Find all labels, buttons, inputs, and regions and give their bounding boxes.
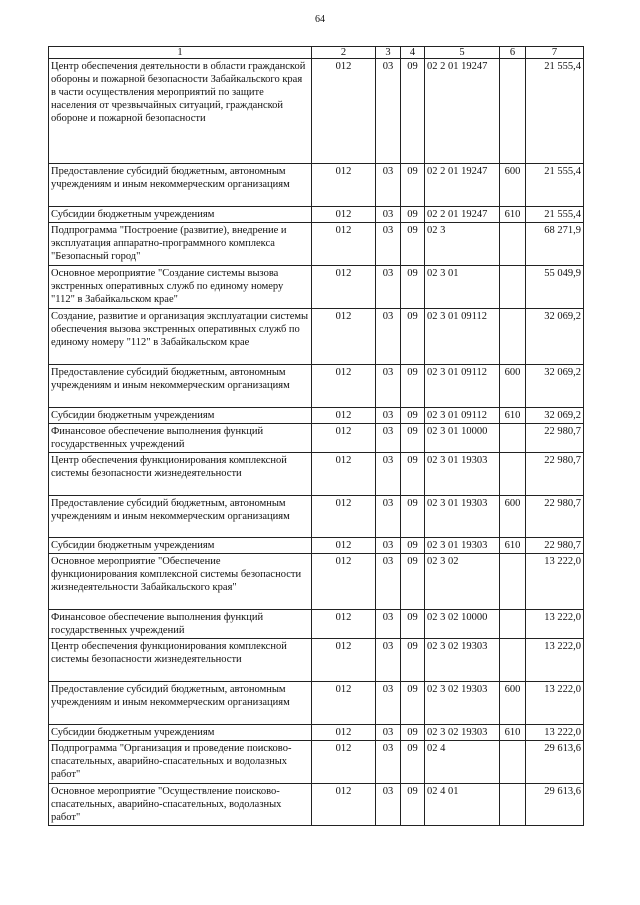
row-grbs-cell: 012 bbox=[312, 554, 376, 610]
row-grbs-cell: 012 bbox=[312, 266, 376, 309]
row-sum-cell: 29 613,6 bbox=[526, 741, 584, 784]
budget-table bbox=[48, 46, 584, 826]
row-name-cell: Финансовое обеспечение выполнения функций государственных учреждений bbox=[49, 610, 312, 639]
row-name-cell: Субсидии бюджетным учреждениям bbox=[49, 538, 312, 554]
row-grbs-cell: 012 bbox=[312, 453, 376, 496]
row-grbs-cell: 012 bbox=[312, 496, 376, 538]
row-name-cell: Предоставление субсидий бюджетным, автономным учреждениям и иным некоммерческим организациям bbox=[49, 496, 312, 538]
row-sum-cell: 21 555,4 bbox=[526, 164, 584, 207]
row-target-article-cell: 02 3 02 10000 bbox=[425, 610, 500, 639]
row-grbs-cell: 012 bbox=[312, 538, 376, 554]
row-section-cell: 03 bbox=[376, 741, 401, 784]
row-grbs-cell: 012 bbox=[312, 408, 376, 424]
row-sum-cell: 21 555,4 bbox=[526, 207, 584, 223]
row-subsection-cell: 09 bbox=[401, 207, 425, 223]
row-expense-type-cell: 610 bbox=[500, 725, 526, 741]
row-name-cell: Субсидии бюджетным учреждениям bbox=[49, 207, 312, 223]
row-name-cell: Предоставление субсидий бюджетным, автономным учреждениям и иным некоммерческим организациям bbox=[49, 365, 312, 408]
row-name-cell: Центр обеспечения деятельности в области гражданской обороны и пожарной безопасности Забайкальского края в части осуществления мероприятий по защите населения от чрезвычайных ситуаций, гражданской обороне и пожарной безопасности bbox=[49, 59, 312, 164]
row-name-cell: Субсидии бюджетным учреждениям bbox=[49, 408, 312, 424]
row-grbs-cell: 012 bbox=[312, 610, 376, 639]
row-target-article-cell: 02 3 01 09112 bbox=[425, 365, 500, 408]
row-expense-type-cell: 600 bbox=[500, 682, 526, 725]
table-row bbox=[49, 554, 584, 610]
table-row bbox=[49, 424, 584, 453]
column-header: 1 bbox=[49, 47, 312, 59]
row-section-cell: 03 bbox=[376, 59, 401, 164]
row-sum-cell: 22 980,7 bbox=[526, 453, 584, 496]
row-subsection-cell: 09 bbox=[401, 164, 425, 207]
table-row bbox=[49, 538, 584, 554]
table-row bbox=[49, 309, 584, 365]
row-subsection-cell: 09 bbox=[401, 59, 425, 164]
row-sum-cell: 29 613,6 bbox=[526, 784, 584, 826]
row-name-cell: Предоставление субсидий бюджетным, автономным учреждениям и иным некоммерческим организациям bbox=[49, 164, 312, 207]
table-row bbox=[49, 59, 584, 164]
header-row bbox=[49, 47, 584, 59]
row-name-cell: Центр обеспечения функционирования комплексной системы безопасности жизнедеятельности bbox=[49, 453, 312, 496]
row-grbs-cell: 012 bbox=[312, 784, 376, 826]
row-sum-cell: 13 222,0 bbox=[526, 725, 584, 741]
row-sum-cell: 68 271,9 bbox=[526, 223, 584, 266]
row-subsection-cell: 09 bbox=[401, 496, 425, 538]
row-expense-type-cell bbox=[500, 424, 526, 453]
column-header: 4 bbox=[401, 47, 425, 59]
row-subsection-cell: 09 bbox=[401, 424, 425, 453]
row-name-cell: Предоставление субсидий бюджетным, автономным учреждениям и иным некоммерческим организациям bbox=[49, 682, 312, 725]
row-grbs-cell: 012 bbox=[312, 207, 376, 223]
row-section-cell: 03 bbox=[376, 538, 401, 554]
row-sum-cell: 22 980,7 bbox=[526, 424, 584, 453]
row-target-article-cell: 02 3 01 19303 bbox=[425, 538, 500, 554]
row-grbs-cell: 012 bbox=[312, 725, 376, 741]
table-row bbox=[49, 365, 584, 408]
row-sum-cell: 32 069,2 bbox=[526, 309, 584, 365]
row-sum-cell: 55 049,9 bbox=[526, 266, 584, 309]
row-section-cell: 03 bbox=[376, 164, 401, 207]
row-section-cell: 03 bbox=[376, 725, 401, 741]
row-expense-type-cell bbox=[500, 309, 526, 365]
row-name-cell: Центр обеспечения функционирования комплексной системы безопасности жизнедеятельности bbox=[49, 639, 312, 682]
row-section-cell: 03 bbox=[376, 309, 401, 365]
row-subsection-cell: 09 bbox=[401, 610, 425, 639]
column-header: 5 bbox=[425, 47, 500, 59]
row-sum-cell: 13 222,0 bbox=[526, 610, 584, 639]
row-target-article-cell: 02 3 02 19303 bbox=[425, 725, 500, 741]
row-grbs-cell: 012 bbox=[312, 164, 376, 207]
row-sum-cell: 13 222,0 bbox=[526, 682, 584, 725]
row-target-article-cell: 02 3 01 10000 bbox=[425, 424, 500, 453]
row-subsection-cell: 09 bbox=[401, 554, 425, 610]
row-target-article-cell: 02 3 02 19303 bbox=[425, 682, 500, 725]
table-row bbox=[49, 223, 584, 266]
row-name-cell: Основное мероприятие "Обеспечение функционирования комплексной системы безопасности жизнедеятельности Забайкальского края" bbox=[49, 554, 312, 610]
row-subsection-cell: 09 bbox=[401, 538, 425, 554]
row-name-cell: Основное мероприятие "Осуществление поисково-спасательных, аварийно-спасательных, водолазных работ" bbox=[49, 784, 312, 826]
row-subsection-cell: 09 bbox=[401, 223, 425, 266]
row-target-article-cell: 02 2 01 19247 bbox=[425, 164, 500, 207]
row-sum-cell: 13 222,0 bbox=[526, 639, 584, 682]
row-expense-type-cell bbox=[500, 741, 526, 784]
row-target-article-cell: 02 3 02 19303 bbox=[425, 639, 500, 682]
row-name-cell: Финансовое обеспечение выполнения функций государственных учреждений bbox=[49, 424, 312, 453]
row-target-article-cell: 02 2 01 19247 bbox=[425, 207, 500, 223]
row-section-cell: 03 bbox=[376, 424, 401, 453]
row-grbs-cell: 012 bbox=[312, 223, 376, 266]
row-expense-type-cell bbox=[500, 784, 526, 826]
row-target-article-cell: 02 4 bbox=[425, 741, 500, 784]
row-target-article-cell: 02 3 01 bbox=[425, 266, 500, 309]
column-header: 7 bbox=[526, 47, 584, 59]
row-subsection-cell: 09 bbox=[401, 453, 425, 496]
row-name-cell: Основное мероприятие "Создание системы вызова экстренных оперативных служб по единому номеру "112" в Забайкальском крае" bbox=[49, 266, 312, 309]
row-subsection-cell: 09 bbox=[401, 365, 425, 408]
row-section-cell: 03 bbox=[376, 453, 401, 496]
row-target-article-cell: 02 3 01 09112 bbox=[425, 408, 500, 424]
row-expense-type-cell: 610 bbox=[500, 207, 526, 223]
row-expense-type-cell: 610 bbox=[500, 408, 526, 424]
row-section-cell: 03 bbox=[376, 207, 401, 223]
row-target-article-cell: 02 2 01 19247 bbox=[425, 59, 500, 164]
row-target-article-cell: 02 3 bbox=[425, 223, 500, 266]
row-section-cell: 03 bbox=[376, 266, 401, 309]
row-section-cell: 03 bbox=[376, 496, 401, 538]
row-section-cell: 03 bbox=[376, 223, 401, 266]
row-subsection-cell: 09 bbox=[401, 639, 425, 682]
row-subsection-cell: 09 bbox=[401, 266, 425, 309]
table-row bbox=[49, 496, 584, 538]
table-row bbox=[49, 741, 584, 784]
column-header: 3 bbox=[376, 47, 401, 59]
row-sum-cell: 22 980,7 bbox=[526, 538, 584, 554]
row-grbs-cell: 012 bbox=[312, 741, 376, 784]
row-subsection-cell: 09 bbox=[401, 741, 425, 784]
row-expense-type-cell: 600 bbox=[500, 496, 526, 538]
row-section-cell: 03 bbox=[376, 554, 401, 610]
row-sum-cell: 21 555,4 bbox=[526, 59, 584, 164]
row-expense-type-cell: 600 bbox=[500, 164, 526, 207]
row-expense-type-cell bbox=[500, 453, 526, 496]
row-grbs-cell: 012 bbox=[312, 424, 376, 453]
table-row bbox=[49, 207, 584, 223]
row-sum-cell: 22 980,7 bbox=[526, 496, 584, 538]
page-number: 64 bbox=[315, 14, 325, 25]
table-row bbox=[49, 725, 584, 741]
row-subsection-cell: 09 bbox=[401, 725, 425, 741]
row-target-article-cell: 02 3 01 19303 bbox=[425, 453, 500, 496]
row-name-cell: Создание, развитие и организация эксплуатации системы обеспечения вызова экстренных оперативных служб по единому номеру "112" в Забайкальском крае bbox=[49, 309, 312, 365]
row-expense-type-cell bbox=[500, 554, 526, 610]
row-subsection-cell: 09 bbox=[401, 784, 425, 826]
row-section-cell: 03 bbox=[376, 610, 401, 639]
row-section-cell: 03 bbox=[376, 682, 401, 725]
row-subsection-cell: 09 bbox=[401, 408, 425, 424]
table-row bbox=[49, 784, 584, 826]
row-section-cell: 03 bbox=[376, 408, 401, 424]
table-row bbox=[49, 453, 584, 496]
row-section-cell: 03 bbox=[376, 784, 401, 826]
column-header: 6 bbox=[500, 47, 526, 59]
row-grbs-cell: 012 bbox=[312, 59, 376, 164]
row-name-cell: Подпрограмма "Организация и проведение поисково-спасательных, аварийно-спасательных и водолазных работ" bbox=[49, 741, 312, 784]
table-row bbox=[49, 639, 584, 682]
table-row bbox=[49, 408, 584, 424]
row-grbs-cell: 012 bbox=[312, 365, 376, 408]
row-target-article-cell: 02 3 01 19303 bbox=[425, 496, 500, 538]
row-expense-type-cell: 600 bbox=[500, 365, 526, 408]
row-expense-type-cell bbox=[500, 639, 526, 682]
row-sum-cell: 32 069,2 bbox=[526, 408, 584, 424]
row-section-cell: 03 bbox=[376, 639, 401, 682]
row-target-article-cell: 02 3 01 09112 bbox=[425, 309, 500, 365]
table-row bbox=[49, 164, 584, 207]
row-name-cell: Подпрограмма "Построение (развитие), внедрение и эксплуатация аппаратно-программного комплекса "Безопасный город" bbox=[49, 223, 312, 266]
row-expense-type-cell: 610 bbox=[500, 538, 526, 554]
column-header: 2 bbox=[312, 47, 376, 59]
row-target-article-cell: 02 3 02 bbox=[425, 554, 500, 610]
row-grbs-cell: 012 bbox=[312, 309, 376, 365]
row-subsection-cell: 09 bbox=[401, 309, 425, 365]
table-row bbox=[49, 266, 584, 309]
row-name-cell: Субсидии бюджетным учреждениям bbox=[49, 725, 312, 741]
row-expense-type-cell bbox=[500, 266, 526, 309]
row-target-article-cell: 02 4 01 bbox=[425, 784, 500, 826]
row-expense-type-cell bbox=[500, 610, 526, 639]
row-grbs-cell: 012 bbox=[312, 639, 376, 682]
row-grbs-cell: 012 bbox=[312, 682, 376, 725]
row-expense-type-cell bbox=[500, 59, 526, 164]
table-row bbox=[49, 682, 584, 725]
row-expense-type-cell bbox=[500, 223, 526, 266]
row-subsection-cell: 09 bbox=[401, 682, 425, 725]
row-sum-cell: 13 222,0 bbox=[526, 554, 584, 610]
table-row bbox=[49, 610, 584, 639]
row-section-cell: 03 bbox=[376, 365, 401, 408]
row-sum-cell: 32 069,2 bbox=[526, 365, 584, 408]
